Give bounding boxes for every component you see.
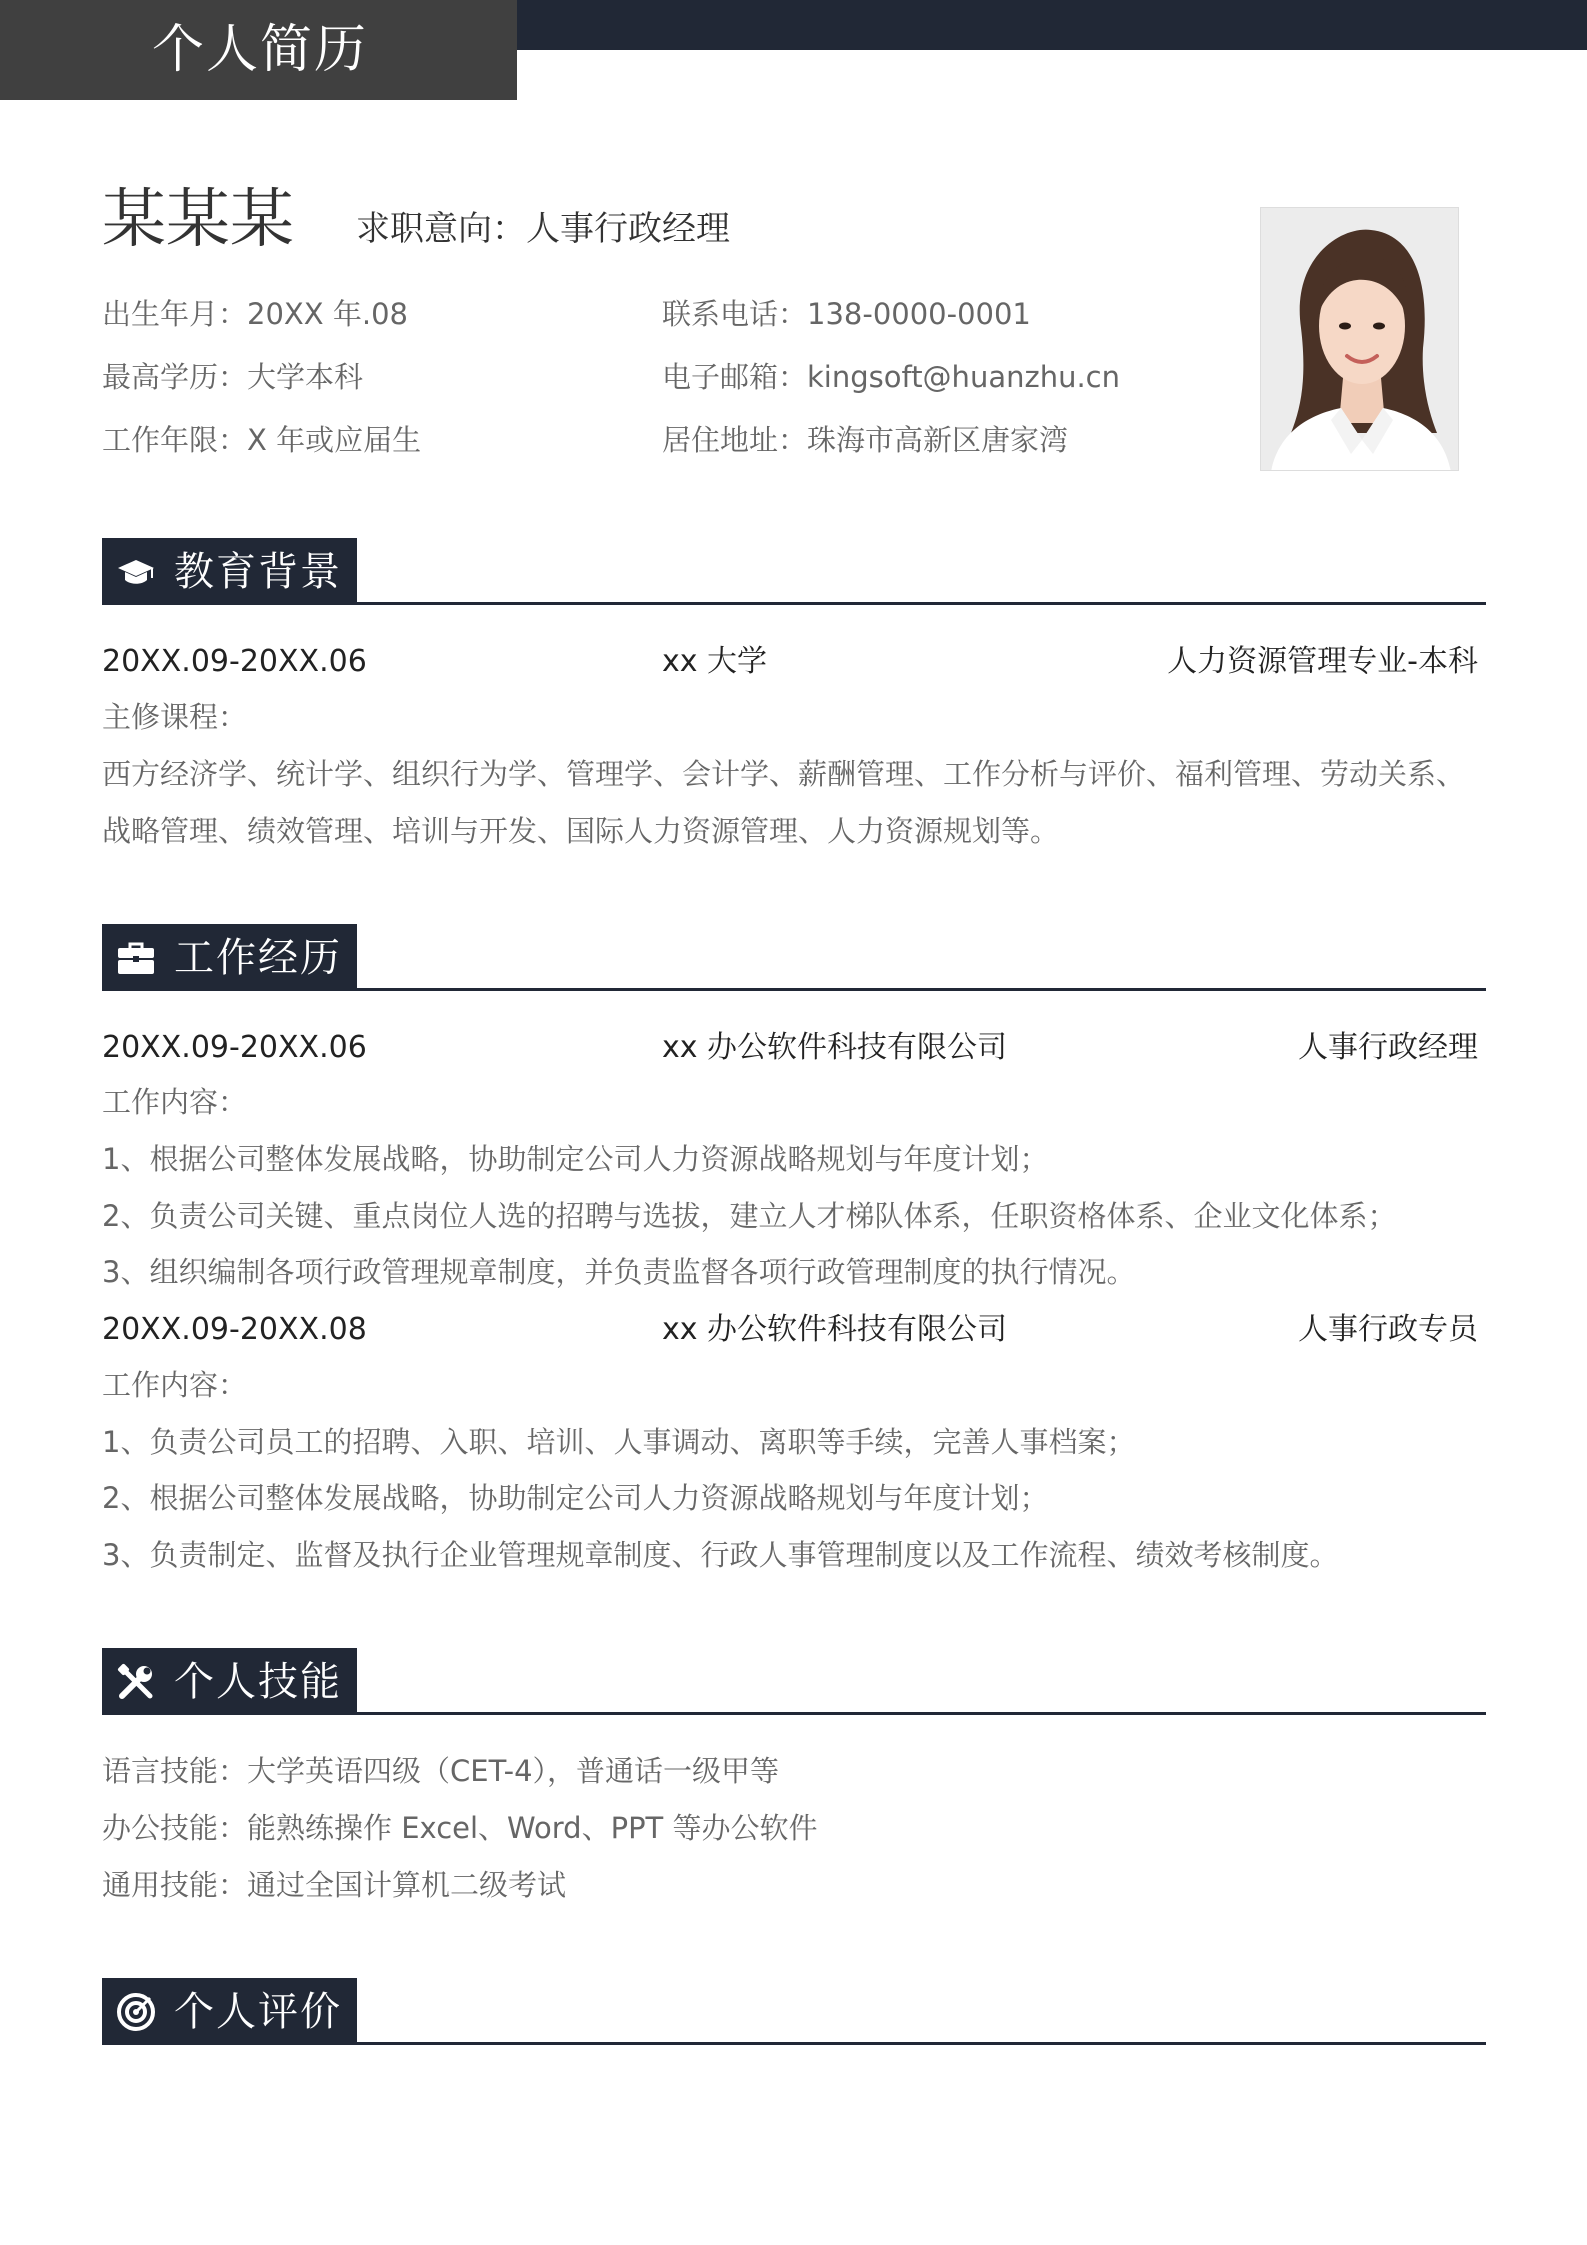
section-title: 个人技能: [174, 1659, 342, 1705]
courses-line: 西方经济学、统计学、组织行为学、管理学、会计学、薪酬管理、工作分析与评价、福利管理、劳动关系、: [102, 757, 1466, 791]
portrait-illustration: [1261, 208, 1459, 471]
section-divider: [102, 1712, 1486, 1715]
courses-line: 战略管理、绩效管理、培训与开发、国际人力资源管理、人力资源规划等。: [102, 814, 1060, 848]
skill-item: 语言技能：大学英语四级（CET-4），普通话一级甲等: [102, 1754, 780, 1788]
job-row: [102, 1026, 1478, 1070]
section-title: 教育背景: [174, 549, 342, 595]
job-company: xx 办公软件科技有限公司: [662, 1030, 1008, 1065]
section-tab: [102, 1648, 357, 1714]
job-duty: 3、负责制定、监督及执行企业管理规章制度、行政人事管理制度以及工作流程、绩效考核制度。: [102, 1538, 1339, 1572]
job-duty: 1、负责公司员工的招聘、入职、培训、人事调动、离职等手续，完善人事档案；: [102, 1425, 1136, 1459]
graduation-cap-icon: [116, 552, 156, 592]
target-icon: [116, 1992, 156, 2032]
profile-photo: [1260, 207, 1459, 471]
job-row: [102, 1308, 1478, 1352]
section-divider: [102, 988, 1486, 991]
section-divider: [102, 2042, 1486, 2045]
section-education-header: [102, 538, 1486, 608]
tools-icon: [116, 1662, 156, 1702]
education-school: xx 大学: [662, 644, 768, 679]
top-banner-bar: [517, 0, 1587, 50]
address-info: 居住地址：珠海市高新区唐家湾: [662, 423, 1069, 457]
job-content-label: 工作内容：: [102, 1085, 248, 1119]
section-divider: [102, 602, 1486, 605]
courses-label: 主修课程：: [102, 700, 248, 734]
section-tab: [102, 538, 357, 604]
candidate-name: 某某某: [102, 183, 294, 257]
email-info: 电子邮箱：kingsoft@huanzhu.cn: [662, 360, 1120, 394]
section-work-header: [102, 924, 1486, 994]
skill-item: 办公技能：能熟练操作 Excel、Word、PPT 等办公软件: [102, 1811, 818, 1845]
work-years-info: 工作年限：X 年或应届生: [102, 423, 422, 457]
job-objective: 求职意向：人事行政经理: [356, 209, 730, 249]
section-title: 个人评价: [174, 1989, 342, 2035]
job-content-label: 工作内容：: [102, 1368, 248, 1402]
job-date: 20XX.09-20XX.06: [102, 1030, 367, 1065]
education-date: 20XX.09-20XX.06: [102, 644, 367, 679]
title-block: [0, 0, 517, 100]
job-duty: 2、根据公司整体发展战略，协助制定公司人力资源战略规划与年度计划；: [102, 1481, 1049, 1515]
section-title: 工作经历: [174, 935, 342, 981]
education-level-info: 最高学历：大学本科: [102, 360, 364, 394]
briefcase-icon: [116, 938, 156, 978]
job-duty: 2、负责公司关键、重点岗位人选的招聘与选拔，建立人才梯队体系，任职资格体系、企业文化体系；: [102, 1199, 1397, 1233]
job-duty: 3、组织编制各项行政管理规章制度，并负责监督各项行政管理制度的执行情况。: [102, 1255, 1136, 1289]
phone-info: 联系电话：138-0000-0001: [662, 297, 1031, 331]
job-position: 人事行政专员: [1298, 1312, 1478, 1347]
section-evaluation-header: [102, 1978, 1486, 2048]
job-date: 20XX.09-20XX.08: [102, 1312, 367, 1347]
resume-title: 个人简历: [152, 20, 369, 80]
section-skills-header: [102, 1648, 1486, 1718]
skill-item: 通用技能：通过全国计算机二级考试: [102, 1868, 567, 1902]
education-row: [102, 640, 1478, 684]
job-position: 人事行政经理: [1298, 1030, 1478, 1065]
job-company: xx 办公软件科技有限公司: [662, 1312, 1008, 1347]
job-duty: 1、根据公司整体发展战略，协助制定公司人力资源战略规划与年度计划；: [102, 1142, 1049, 1176]
birth-info: 出生年月：20XX 年.08: [102, 297, 408, 331]
section-tab: [102, 924, 357, 990]
education-major: 人力资源管理专业-本科: [1167, 644, 1478, 679]
section-tab: [102, 1978, 357, 2044]
